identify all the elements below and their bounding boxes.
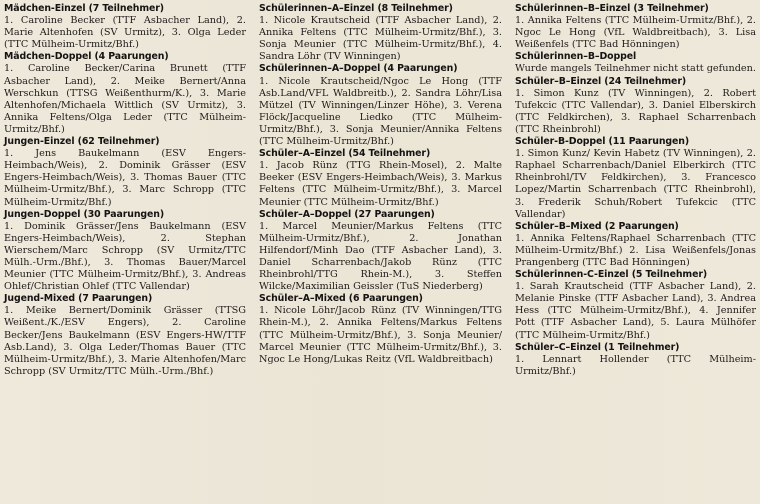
section-schuelerinnen-a-doppel (259, 63, 502, 148)
section-results: 1. Annika Feltens/Raphael Scharrenbach (TTC Mülheim-Urmitz/Bhf.) 2. Lisa Weißenfels/Jonas Prangenberg (TTC Bad Hönningen) (515, 232, 756, 268)
section-results: 1. Sarah Krautscheid (TTF Asbacher Land), 2. Melanie Pinske (TTF Asbacher Land), 3. Andrea Hess (TTC Mülheim-Urmitz/Bhf.), 4. Jennifer Pott (TTF Asbacher Land), 5. Laura Mülhöfer (TTC Mülheim-Urmitz/Bhf.) (515, 281, 756, 341)
section-results: 1. Jacob Rünz (TTG Rhein-Mosel), 2. Malte Beeker (ESV Engers-Heimbach/Weis), 3. Markus Feltens (TTC Mülheim-Urmitz/Bhf.), 3. Marcel Meunier (TTC Mülheim-Urmitz/Bhf.) (259, 160, 502, 208)
section-heading: Schüler-B-Doppel (11 Paarungen) (515, 136, 690, 148)
section-results: 1. Nicole Krautscheid/Ngoc Le Hong (TTF Asb.Land/VFL Waldbreitb.), 2. Sandra Löhr/Lisa Mützel (TV Winningen/Linzer Höhe), 3. Verena Flöck/Jacqueline Liedko (TTC Mülheim-Urmitz/Bhf.), 3. Sonja Meunier/Annika Feltens (TTC Mülheim-Urmitz/Bhf.) (259, 75, 502, 148)
section-heading: Jungen-Doppel (30 Paarungen) (4, 208, 165, 220)
section-schueler-a-einzel (259, 148, 502, 208)
section-heading: Schüler–A–Mixed (6 Paarungen) (259, 293, 423, 305)
section-results: Wurde mangels Teilnehmer nicht statt gefunden. (515, 63, 756, 75)
section-results: 1. Meike Bernert/Dominik Grässer (TTSG Weißent./K./ESV Engers), 2. Caroline Becker/Jens Baukelmann (ESV Engers-HW/TTF Asb.Land), 3. Olga Leder/Thomas Bauer (TTC Mülheim-Urmitz/Bhf.), 3. Marie Altenhofen/Marc Schropp (SV Urmitz/TTC Mülh.-Urm./Bhf.) (4, 305, 246, 377)
section-schueler-b-einzel (515, 76, 756, 136)
section-results: 1. Simon Kunz (TV Winningen), 2. Robert Tufekcic (TTC Vallendar), 3. Daniel Elberskirch (TTC Feldkirchen), 3. Raphael Scharrenbach (TTC Rheinbrohl) (515, 87, 756, 135)
section-heading: Mädchen-Einzel (7 Teilnehmer) (4, 3, 164, 14)
section-schuelerinnen-b-doppel (515, 51, 756, 75)
section-heading: Schülerinnen–A–Einzel (8 Teilnehmer) (259, 3, 453, 14)
section-heading: Jugend-Mixed (7 Paarungen) (4, 293, 153, 305)
section-heading: Mädchen-Doppel (4 Paarungen) (4, 51, 169, 63)
section-results: 1. Marcel Meunier/Markus Feltens (TTC Mülheim-Urmitz/Bhf.), 2. Jonathan Hilfendorf/Minh Dao (TTF Asbacher Land), 3. Daniel Scharrenbach/Jakob Rünz (TTC Rheinbrohl/TTG Rhein-M.), 3. Steffen Wilcke/Maximilian Geissler (TuS Niederberg) (259, 220, 502, 293)
section-schueler-c-einzel (515, 342, 756, 378)
section-schuelerinnen-c-einzel (515, 269, 756, 342)
section-heading: Schülerinnen-C-Einzel (5 Teilnehmer) (515, 269, 708, 281)
section-schuelerinnen-b-einzel (515, 3, 756, 51)
column-2 (259, 3, 502, 366)
section-heading: Schülerinnen–B–Doppel (515, 51, 637, 63)
section-jugend-mixed (4, 293, 246, 378)
section-schueler-a-doppel (259, 209, 502, 294)
section-results: 1. Simon Kunz/ Kevin Habetz (TV Winningen), 2. Raphael Scharrenbach/Daniel Elberkirch (TTC Rheinbrohl/TV Feldkirchen), 3. Francesco Lopez/Martin Scharrenbach (TTC Rheinbrohl), 3. Frederik Schuh/Robert Tufekcic (TTC Vallendar) (515, 148, 756, 220)
section-heading: Schülerinnen–B–Einzel (3 Teilnehmer) (515, 3, 709, 14)
section-results: 1. Jens Baukelmann (ESV Engers-Heimbach/Weis), 2. Dominik Grässer (ESV Engers-Heimbach/Weis), 3. Thomas Bauer (TTC Mülheim-Urmitz/Bhf.), 3. Marc Schropp (TTC Mülheim-Urmitz/Bhf.) (4, 148, 246, 208)
section-jungen-einzel (4, 136, 246, 209)
section-results: 1. Lennart Hollender (TTC Mülheim-Urmitz/Bhf.) (515, 353, 756, 377)
section-maedchen-doppel (4, 51, 246, 136)
section-heading: Schüler–A–Doppel (27 Paarungen) (259, 208, 435, 220)
section-results: 1. Caroline Becker (TTF Asbacher Land), 2. Marie Altenhofen (SV Urmitz), 3. Olga Leder (TTC Mülheim-Urmitz/Bhf.) (4, 15, 246, 51)
section-maedchen-einzel (4, 3, 246, 51)
section-heading: Schüler–C–Einzel (1 Teilnehmer) (515, 341, 680, 353)
section-heading: Jungen-Einzel (62 Teilnehmer) (4, 136, 160, 148)
column-3 (515, 3, 756, 378)
section-heading: Schüler–A–Einzel (54 Teilnehmer) (259, 148, 431, 160)
section-schuelerinnen-a-einzel (259, 3, 502, 63)
section-results: 1. Caroline Becker/Carina Brunett (TTF Asbacher Land), 2. Meike Bernert/Anna Werschkun (TTSG Weißenthurm/K.), 3. Marie Altenhofen/Michaela Wittlich (SV Urmitz), 3. Annika Feltens/Olga Leder (TTC Mülheim-Urmitz/Bhf.) (4, 63, 246, 135)
section-results: 1. Dominik Grässer/Jens Baukelmann (ESV Engers-Heimbach/Weis), 2. Stephan Wierschem/Marc Schropp (SV Urmitz/TTC Mülh.-Urm./Bhf.), 3. Thomas Bauer/Marcel Meunier (TTC Mülheim-Urmitz/Bhf.), 3. Andreas Ohlef/Christian Ohlef (TTC Vallendar) (4, 220, 246, 293)
section-heading: Schülerinnen–A–Doppel (4 Paarungen) (259, 63, 458, 75)
column-1 (4, 3, 246, 378)
section-results: 1. Nicole Löhr/Jacob Rünz (TV Winningen/TTG Rhein-M.), 2. Annika Feltens/Markus Feltens (TTC Mülheim-Urmitz/Bhf.), 3. Sonja Meunier/ Marcel Meunier (TTC Mülheim-Urmitz/Bhf.), 3. Ngoc Le Hong/Lukas Reitz (VfL Waldbreitbach) (259, 305, 502, 365)
section-schueler-b-mixed (515, 221, 756, 269)
section-schueler-a-mixed (259, 293, 502, 366)
section-schueler-b-doppel (515, 136, 756, 221)
section-results: 1. Nicole Krautscheid (TTF Asbacher Land), 2. Annika Feltens (TTC Mülheim-Urmitz/Bhf.), 3. Sonja Meunier (TTC Mülheim-Urmitz/Bhf.), 4. Sandra Löhr (TV Winningen) (259, 15, 502, 63)
section-jungen-doppel (4, 209, 246, 294)
section-heading: Schüler–B–Einzel (24 Teilnehmer) (515, 75, 687, 87)
section-results: 1. Annika Feltens (TTC Mülheim-Urmitz/Bhf.), 2. Ngoc Le Hong (VfL Waldbreitbach), 3. Lisa Weißenfels (TTC Bad Hönningen) (515, 15, 756, 51)
section-heading: Schüler–B–Mixed (2 Paarungen) (515, 220, 679, 232)
